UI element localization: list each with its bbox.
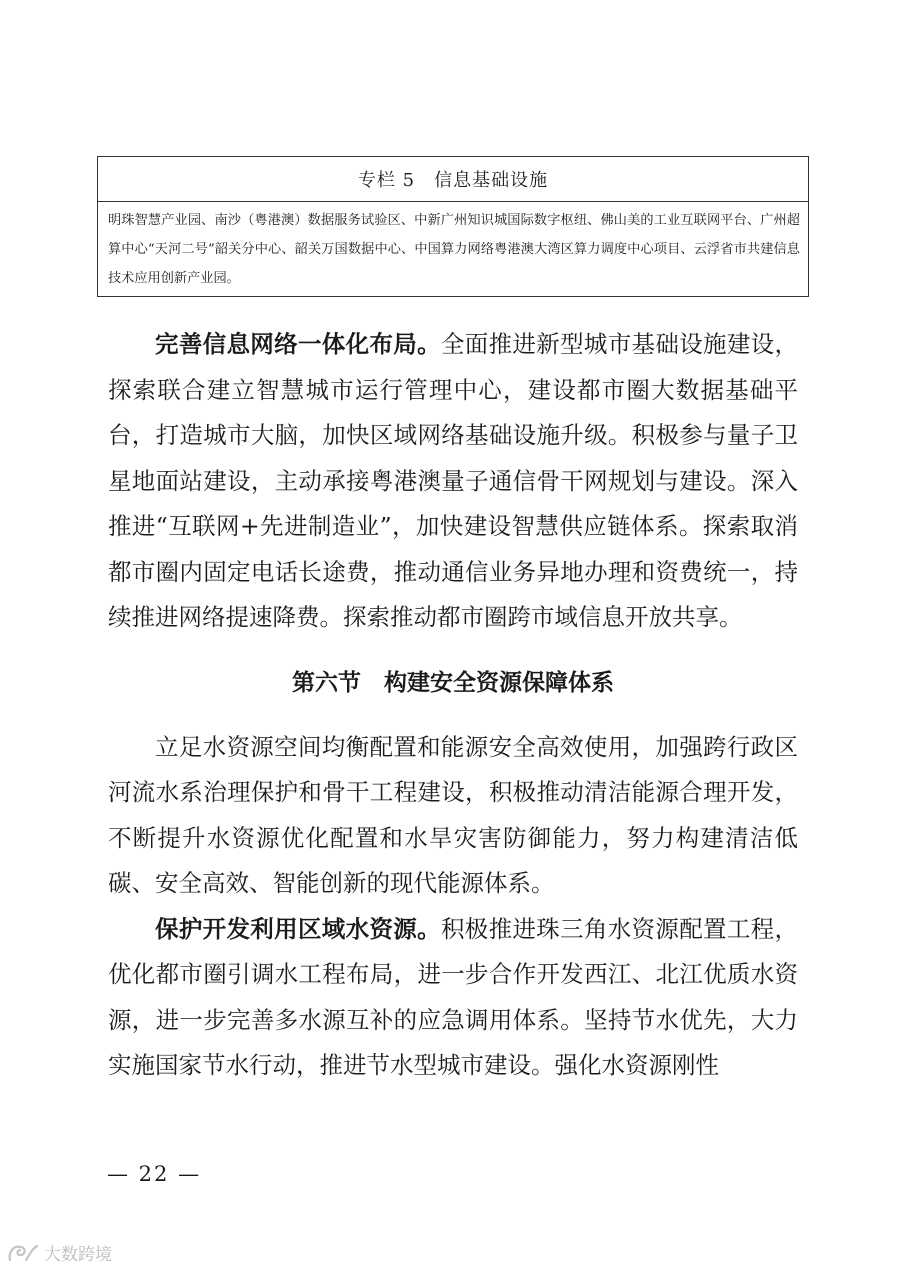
paragraph-text: 积极推进珠三角水资源配置工程，优化都市圈引调水工程布局，进一步合作开发西江、北江优质水资源，进一步完善多水源互补的应急调用体系。坚持节水优先，大力实施国家节水行动，推进节水型城市建设。强化水资源刚性 [108,914,799,1079]
special-column-title: 专栏 5 信息基础设施 [98,157,808,202]
page-number: — 22 — [107,1162,202,1186]
special-column-box [97,156,809,297]
paragraph-intro: 立足水资源空间均衡配置和能源安全高效使用，加强跨行政区河流水系治理保护和骨干工程建设，积极推动清洁能源合理开发，不断提升水资源优化配置和水旱灾害防御能力，努力构建清洁低碳、安全高效、智能创新的现代能源体系。 [108,732,798,897]
main-content [108,322,798,1089]
paragraph-lead: 保护开发利用区域水资源。 [155,914,441,943]
watermark-text: 大数跨境 [44,1245,112,1265]
paragraph-text: 全面推进新型城市基础设施建设，探索联合建立智慧城市运行管理中心，建设都市圈大数据基础平台，打造城市大脑，加快区域网络基础设施升级。积极参与量子卫星地面站建设，主动承接粤港澳量子通信骨干网规划与建设。深入推进“互联网+先进制造业”，加快建设智慧供应链体系。探索取消都市圈内固定电话长途费，推动通信业务异地办理和资费统一，持续推进网络提速降费。探索推动都市圈跨市域信息开放共享。 [108,330,799,631]
section-heading: 第六节 构建安全资源保障体系 [292,668,614,696]
paragraph-lead: 完善信息网络一体化布局。 [155,330,441,358]
paragraph-water-resources [108,907,798,1089]
watermark [6,1240,112,1265]
watermark-logo-icon [6,1242,40,1264]
paragraph-info-network [108,322,798,641]
special-column-body: 明珠智慧产业园、南沙（粤港澳）数据服务试验区、中新广州知识城国际数字枢纽、佛山美的工业互联网平台、广州超算中心“天河二号”韶关分中心、韶关万国数据中心、中国算力网络粤港澳大湾区算力调度中心项目、云浮省市共建信息技术应用创新产业园。 [108,213,800,286]
